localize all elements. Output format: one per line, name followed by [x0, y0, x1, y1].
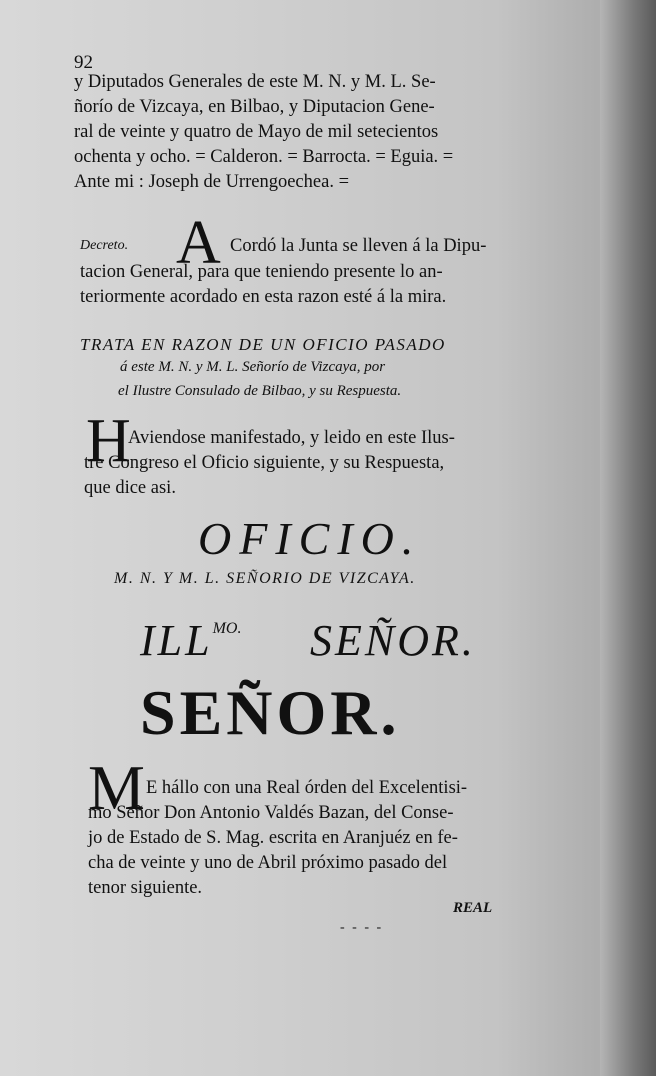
ornament-dash: - - - - — [340, 920, 384, 935]
text-line: Cordó la Junta se lleven á la Dipu- — [230, 236, 487, 256]
drop-cap-h: H — [86, 407, 131, 475]
section-heading: á este M. N. y M. L. Señorío de Vizcaya, por — [120, 359, 386, 375]
text-line: tacion General, para que teniendo presente lo an- — [80, 262, 443, 282]
text-line: y Diputados Generales de este M. N. y M. L. Se- — [74, 72, 436, 92]
text-line: Aviendose manifestado, y leido en este Ilus- — [128, 428, 455, 448]
senor-italic: SEÑOR. — [310, 616, 476, 665]
text-line: ñorío de Vizcaya, en Bilbao, y Diputacion Gene- — [74, 97, 435, 117]
text-line: ral de veinte y quatro de Mayo de mil setecientos — [74, 122, 439, 142]
page-edge — [600, 0, 656, 1076]
section-heading: TRATA EN RAZON DE UN OFICIO PASADO — [80, 335, 446, 354]
catchword: REAL — [453, 900, 493, 916]
section-heading: el Ilustre Consulado de Bilbao, y su Respuesta. — [118, 383, 402, 399]
drop-cap-m: M — [88, 752, 145, 823]
text-line: Ante mi : Joseph de Urrengoechea. = — [74, 172, 349, 192]
oficio-title: OFICIO. — [198, 513, 422, 564]
senor-heading: SEÑOR. — [140, 677, 401, 748]
decreto-label: Decreto. — [80, 238, 129, 253]
text-line: teriormente acordado en esta razon esté á la mira. — [80, 287, 447, 307]
oficio-subtitle: M. N. Y M. L. SEÑORIO DE VIZCAYA. — [114, 570, 416, 587]
drop-cap-a: A — [176, 209, 221, 277]
text-line: tre Congreso el Oficio siguiente, y su Respuesta, — [84, 453, 445, 473]
text-line: cha de veinte y uno de Abril próximo pasado del — [88, 853, 448, 873]
text-line: que dice asi. — [84, 478, 176, 498]
text-line: mo Señor Don Antonio Valdés Bazan, del Conse- — [88, 803, 454, 823]
illmo-title: $ILL^{MO.}$ — [140, 616, 242, 665]
text-line: jo de Estado de S. Mag. escrita en Aranjuéz en fe- — [88, 828, 458, 848]
text-line: tenor siguiente. — [88, 878, 203, 898]
text-line: ochenta y ocho. = Calderon. = Barrocta. = Eguia. = — [74, 147, 454, 167]
page-number: 92 — [74, 52, 93, 73]
text-line: E hállo con una Real órden del Excelentisi- — [146, 778, 468, 798]
